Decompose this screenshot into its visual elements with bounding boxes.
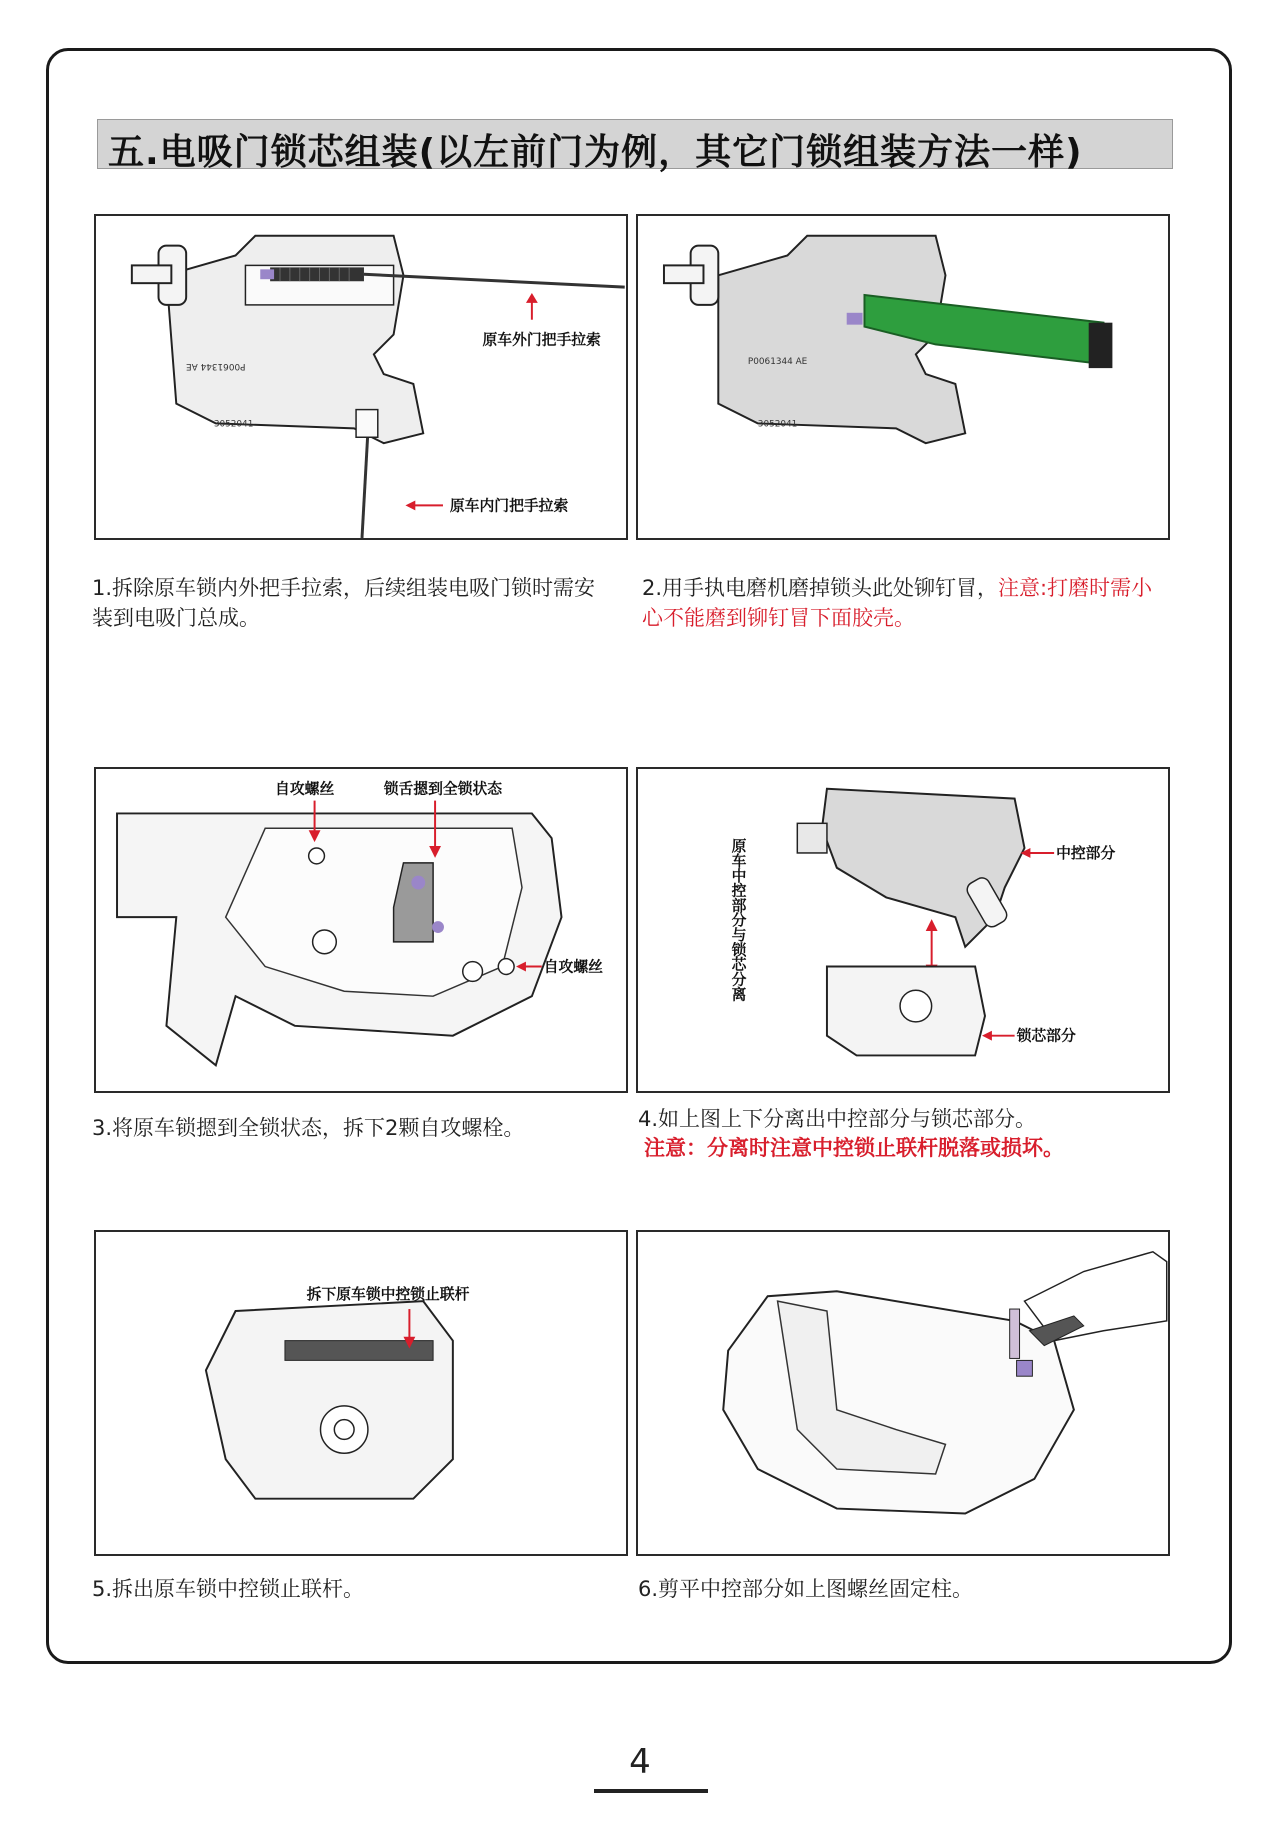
- step-1-caption: 1.拆除原车锁内外把手拉索，后续组装电吸门锁时需安装到电吸门总成。: [92, 576, 596, 630]
- outer-cable-label: 原车外门把手拉索: [482, 331, 601, 349]
- page-number-underline: [594, 1789, 708, 1793]
- step-6-figure: [636, 1230, 1170, 1556]
- control-part-label: 中控部分: [1056, 844, 1116, 862]
- cutting-post-illustration: [638, 1232, 1168, 1554]
- screw-top-label: 自攻螺丝: [275, 780, 335, 798]
- lock-core-illustration: [96, 769, 626, 1091]
- step-5-caption: 5.拆出原车锁中控锁止联杆。: [92, 1577, 365, 1601]
- step-4-warning: 注意：分离时注意中控锁止联杆脱落或损坏。: [644, 1136, 1064, 1160]
- step-2-caption: [642, 573, 1172, 633]
- separation-illustration: [638, 769, 1168, 1091]
- page-number: 4: [629, 1742, 651, 1782]
- latch-label: 锁舌摁到全锁状态: [383, 780, 503, 798]
- inner-cable-label: 原车内门把手拉索: [449, 497, 569, 515]
- step-1-figure: [94, 214, 628, 540]
- part-number-text-2: 3052041: [757, 419, 798, 430]
- core-part-label: 锁芯部分: [1016, 1027, 1076, 1045]
- screw-right-label: 自攻螺丝: [543, 958, 603, 976]
- step-4-caption: 4.如上图上下分离出中控部分与锁芯部分。: [638, 1107, 1037, 1131]
- part-code-text-2: P0061344 AE: [747, 357, 808, 368]
- step-6-caption: 6.剪平中控部分如上图螺丝固定柱。: [638, 1577, 974, 1601]
- part-number-text: 3052041: [213, 419, 254, 430]
- part-code-text: P0061344 AE: [186, 361, 246, 372]
- step-2-figure: [636, 214, 1170, 540]
- step-2-caption-text: 2.用手执电磨机磨掉锁头此处铆钉冒，: [642, 576, 999, 600]
- rod-label: 拆下原车锁中控锁止联杆: [306, 1286, 470, 1304]
- step-2-warning: 注意:打磨时需小心不能磨到铆钉冒下面胶壳。: [642, 576, 1153, 630]
- separation-vertical-label: 原车中控部分与锁芯分离: [729, 838, 747, 1002]
- section-title-bar: [97, 119, 1173, 173]
- step-3-figure: [94, 767, 628, 1093]
- step-5-figure: [94, 1230, 628, 1556]
- link-rod-illustration: [96, 1232, 626, 1554]
- grinding-illustration: [638, 216, 1168, 538]
- step-3-caption: 3.将原车锁摁到全锁状态，拆下2颗自攻螺栓。: [92, 1116, 525, 1140]
- section-title: 五.电吸门锁芯组装(以左前门为例，其它门锁组装方法一样): [108, 132, 1083, 173]
- step-4-figure: [636, 767, 1170, 1093]
- lock-housing-illustration: [96, 216, 626, 538]
